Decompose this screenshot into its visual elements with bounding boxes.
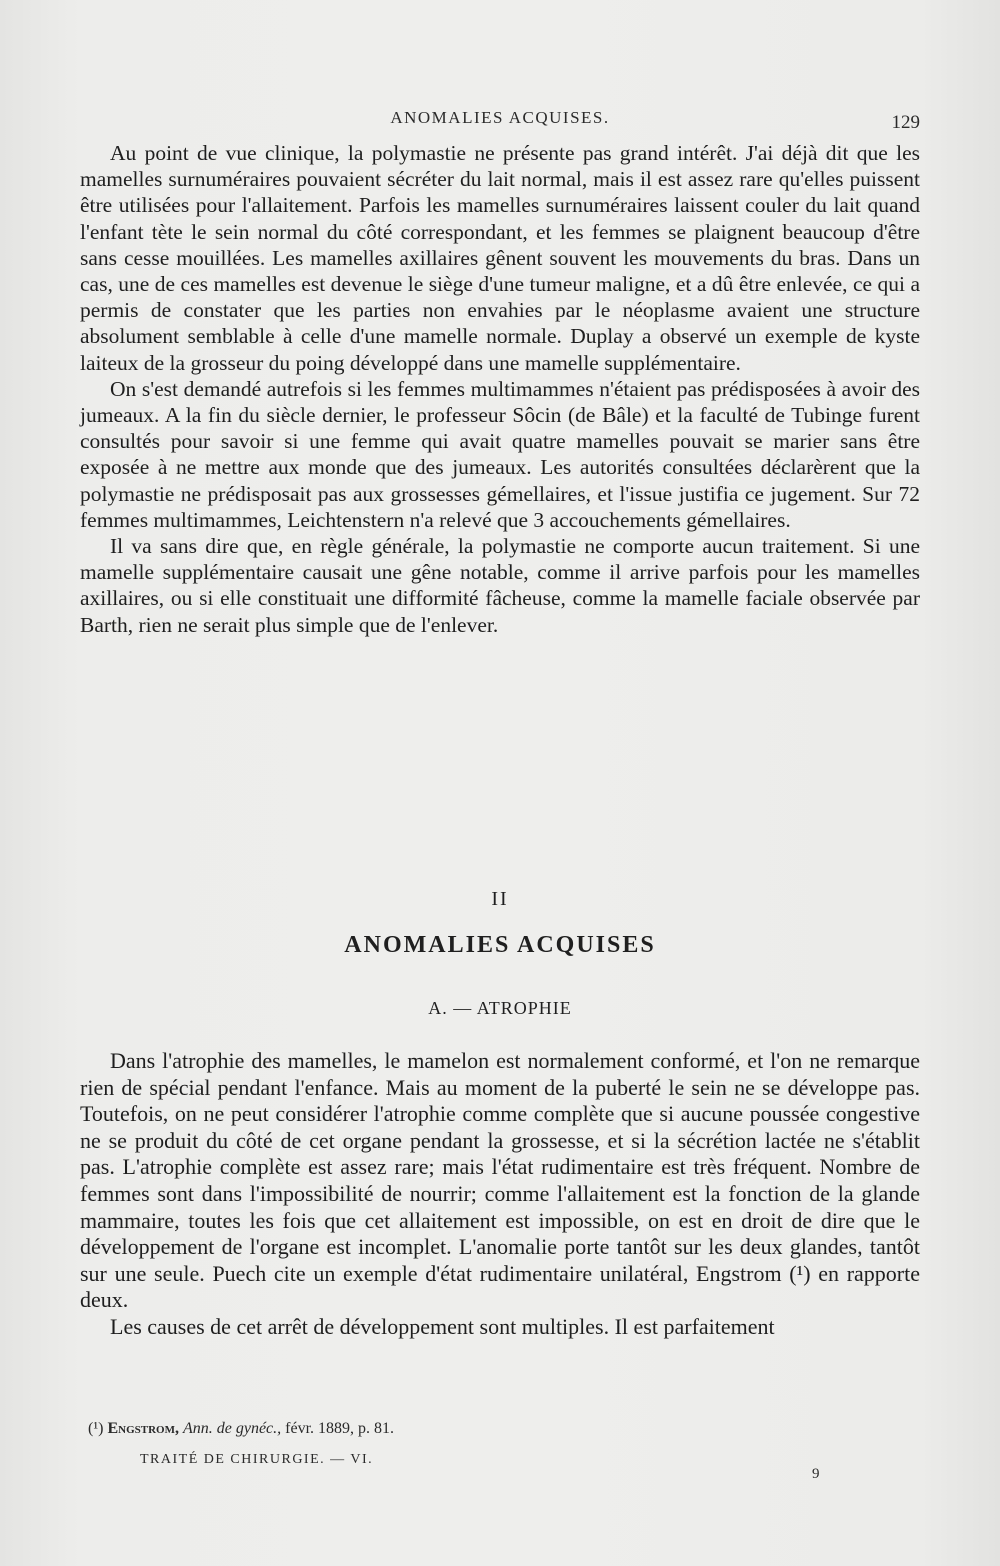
- section-numeral: II: [491, 888, 509, 910]
- paragraph-clinical-view: Au point de vue clinique, la polymastie ne présente pas grand intérêt. J'ai déjà dit que les mamelles surnuméraires pouvaient sécréter du lait normal, mais il est assez rare qu'elles puissent être utilisées pour l'allaitement. Parfois les mamelles surnuméraires laissent couler du lait quand l'enfant tète le sein normal du côté correspondant, et les femmes se plaignent beaucoup d'être sans cesse mouillées. Les mamelles axillaires gênent souvent les mouvements du bras. Dans un cas, une de ces mamelles est devenue le siège d'une tumeur maligne, et a dû être enlevée, ce qui a permis de constater que les parties non envahies par le néoplasme avaient une structure absolument semblable à celle d'une mamelle normale. Duplay a observé un exemple de kyste laiteux de la grosseur du poing développé dans une mamelle supplémentaire.: [80, 141, 920, 375]
- footnote-reference: févr. 1889, p. 81.: [285, 1420, 395, 1437]
- running-title: ANOMALIES ACQUISES.: [390, 108, 610, 127]
- section-title: ANOMALIES ACQUISES: [344, 932, 656, 958]
- paragraph-causes: Les causes de cet arrêt de développement sont multiples. Il est parfaitement: [110, 1313, 775, 1339]
- atrophy-text-block: [80, 1048, 920, 1341]
- signature-number: 9: [812, 1466, 820, 1482]
- paragraph-twins: On s'est demandé autrefois si les femmes multimammes n'étaient pas prédisposées à avoir des jumeaux. A la fin du siècle dernier, le professeur Sôcin (de Bâle) et la faculté de Tubinge furent consultés pour savoir si une femme qui avait quatre mamelles pouvait se marier sans être exposée à ne mettre aux monde que des jumeaux. Les autorités consultées déclarèrent que la polymastie ne prédisposait pas aux grossesses gémellaires, et l'issue justifia ce jugement. Sur 72 femmes multimammes, Leichtenstern n'a relevé que 3 accouchements gémellaires.: [80, 376, 920, 532]
- paragraph-treatment: Il va sans dire que, en règle générale, la polymastie ne comporte aucun traitement. Si une mamelle supplémentaire causait une gêne notable, comme il arrive parfois pour les mamelles axillaires, ou si elle constituait une difformité fâcheuse, comme la mamelle faciale observée par Barth, rien ne serait plus simple que de l'enlever.: [80, 534, 920, 637]
- footnote-marker: (¹): [88, 1420, 104, 1437]
- footnote: [88, 1420, 394, 1438]
- intro-text-block: [80, 140, 920, 638]
- paragraph-atrophy: Dans l'atrophie des mamelles, le mamelon est normalement conformé, et l'on ne remarque rien de spécial pendant l'enfance. Mais au moment de la puberté le sein ne se développe pas. Toutefois, on ne peut considérer l'atrophie comme complète que si aucune poussée congestive ne se produit du côté de cet organe pendant la grossesse, et si la sécrétion lactée ne s'établit pas. L'atrophie complète est assez rare; mais l'état rudimentaire est très fréquent. Nombre de femmes sont dans l'impossibilité de nourrir; comme l'allaitement est la fonction de la glande mammaire, toutes les fois que cet allaitement est impossible, on est en droit de dire que le développement de l'organe est incomplet. L'anomalie porte tantôt sur les deux glandes, tantôt sur une seule. Puech cite un exemple d'état rudimentaire unilatéral, Engstrom (¹) en rapporte deux.: [80, 1048, 920, 1313]
- footnote-author: Engstrom,: [107, 1420, 179, 1437]
- running-head: [80, 108, 920, 134]
- page-number: 129: [891, 112, 920, 133]
- subsection-title: A. — ATROPHIE: [428, 998, 572, 1018]
- footnote-journal: Ann. de gynéc.,: [182, 1420, 282, 1437]
- signature-line: TRAITÉ DE CHIRURGIE. — VI.: [140, 1452, 374, 1467]
